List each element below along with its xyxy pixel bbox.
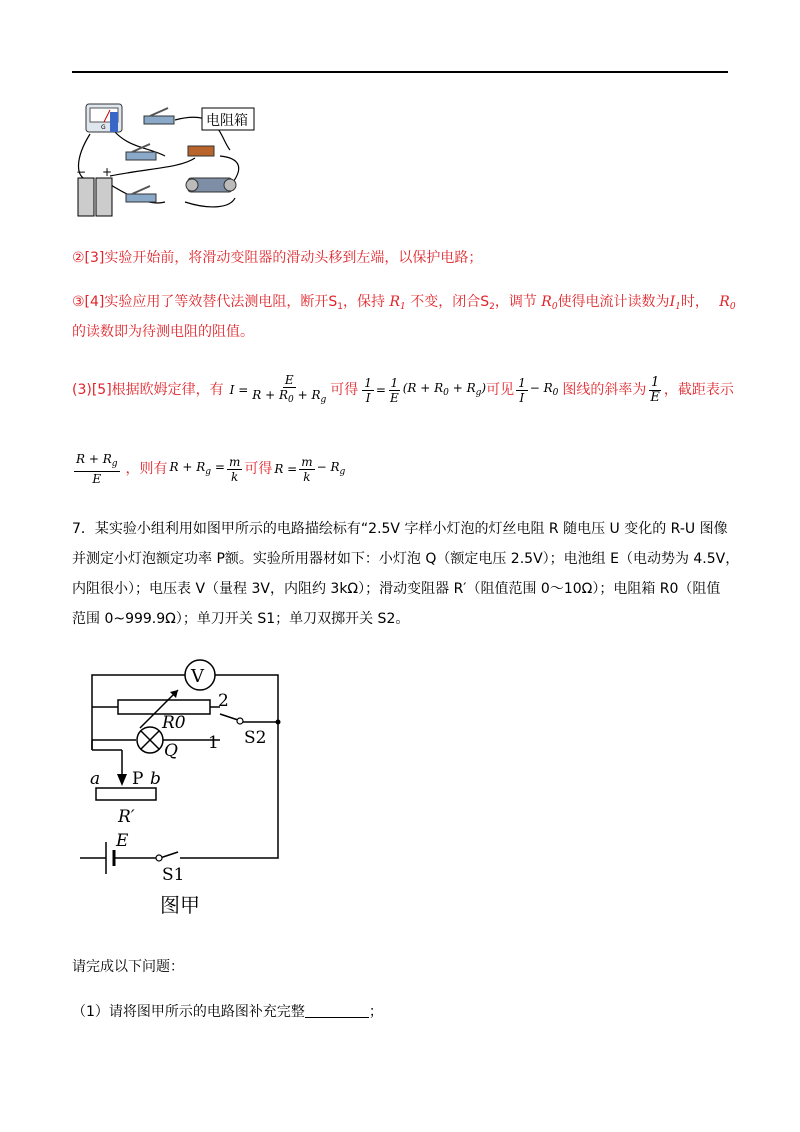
resistance-box-label: 电阻箱 xyxy=(206,113,248,129)
step5-text-g: 可得 xyxy=(244,461,273,477)
figure-caption: 图甲 xyxy=(160,893,200,917)
answer-blank[interactable] xyxy=(305,1003,369,1018)
step4-text-a: ③[4]实验应用了等效替代法测电阻，断开S xyxy=(72,294,338,310)
s2-position-1: 1 xyxy=(208,733,219,753)
battery-e-label: E xyxy=(116,831,129,851)
question-1-text: （1）请将图甲所示的电路图补充完整 xyxy=(72,1004,305,1020)
s2-position-2: 2 xyxy=(218,691,229,711)
s1-label: S1 xyxy=(162,865,185,885)
step5-text-a: (3)[5]根据欧姆定律，有 xyxy=(72,382,224,398)
header-rule xyxy=(72,71,728,73)
problem7-line2: 并测定小灯泡额定功率 P额。实验所用器材如下：小灯泡 Q（额定电压 2.5V）；电池组 E（电动势为 4.5V， xyxy=(72,551,740,567)
step5-text-b: 可得 xyxy=(330,382,359,398)
rheostat-label: R′ xyxy=(118,807,135,827)
voltmeter-label: V xyxy=(191,666,204,687)
s2-label: S2 xyxy=(244,728,267,748)
step5-text-c: 可见 xyxy=(486,382,515,398)
solution-step-3: ②[3]实验开始前，将滑动变阻器的滑动头移到左端，以保护电路； xyxy=(72,250,483,266)
problem7-line4: 范围 0~999.9Ω）；单刀开关 S1；单刀双掷开关 S2。 xyxy=(72,611,410,627)
step5-text-d: 图线的斜率为 xyxy=(562,382,647,398)
solution-step-5-line2: $\frac{R + R_g}{E}$ ，则有 $R + R_g$ = $\frac{m}{k}$ 可得 R = $\frac{m}{k}$ − $R_g$ xyxy=(76,452,346,486)
step4-text-e: 使得电流计读数为 xyxy=(557,294,670,310)
solution-step-5-line1: (3)[5]根据欧姆定律，有 I = $\frac{E}{R + R_0 + R_g}$ 可得 $\frac{1}{I}$ = $\frac{1}{E}$ $(R + R_0 + R_g)$ 可见 $\frac{1}{I}$ − $R_0$ 图线的斜率为 $\frac{1}{E}$ ，截距表示 xyxy=(72,373,734,405)
slider-p-label: P xyxy=(132,769,144,789)
apparatus-illustration xyxy=(70,98,260,222)
solution-step-4-line2: 的读数即为待测电阻的阻值。 xyxy=(72,324,254,340)
lamp-q-label: Q xyxy=(164,741,178,761)
step5-text-f: ，则有 xyxy=(125,461,168,477)
problem7-line3: 内阻很小）；电压表 V（量程 3V，内阻约 3kΩ）；滑动变阻器 R′（阻值范围 0～10Ω）；电阻箱 R0（阻值 xyxy=(72,581,721,597)
question-1-end: ； xyxy=(368,1004,383,1020)
step4-text-f: 时， xyxy=(680,294,709,310)
step5-text-e: ，截距表示 xyxy=(663,382,734,398)
circuit-diagram xyxy=(60,650,300,920)
step4-text-d: ，调节 xyxy=(494,294,537,310)
battery-minus-label: − xyxy=(76,165,87,179)
step4-text-c: 不变，闭合S xyxy=(410,294,490,310)
step4-text-b: ，保持 xyxy=(343,294,386,310)
galvanometer-label: G xyxy=(101,124,106,131)
terminal-b-label: b xyxy=(150,769,161,789)
problem7-line1: 7．某实验小组利用如图甲所示的电路描绘标有“2.5V 字样小灯泡的灯丝电阻 R 随电压 U 变化的 R-U 图像 xyxy=(72,521,728,537)
solution-step-4-line1: ③[4]实验应用了等效替代法测电阻，断开$S_1$，保持 $R_1$ 不变，闭合$S_2$，调节 $R_0$使得电流计读数为$I_1$时， $R_0$ xyxy=(72,294,736,312)
question-1 xyxy=(72,1002,383,1022)
questions-prompt: 请完成以下问题： xyxy=(72,959,184,975)
r0-label: R0 xyxy=(162,713,186,733)
terminal-a-label: a xyxy=(90,769,101,789)
battery-plus-label: + xyxy=(102,165,113,179)
